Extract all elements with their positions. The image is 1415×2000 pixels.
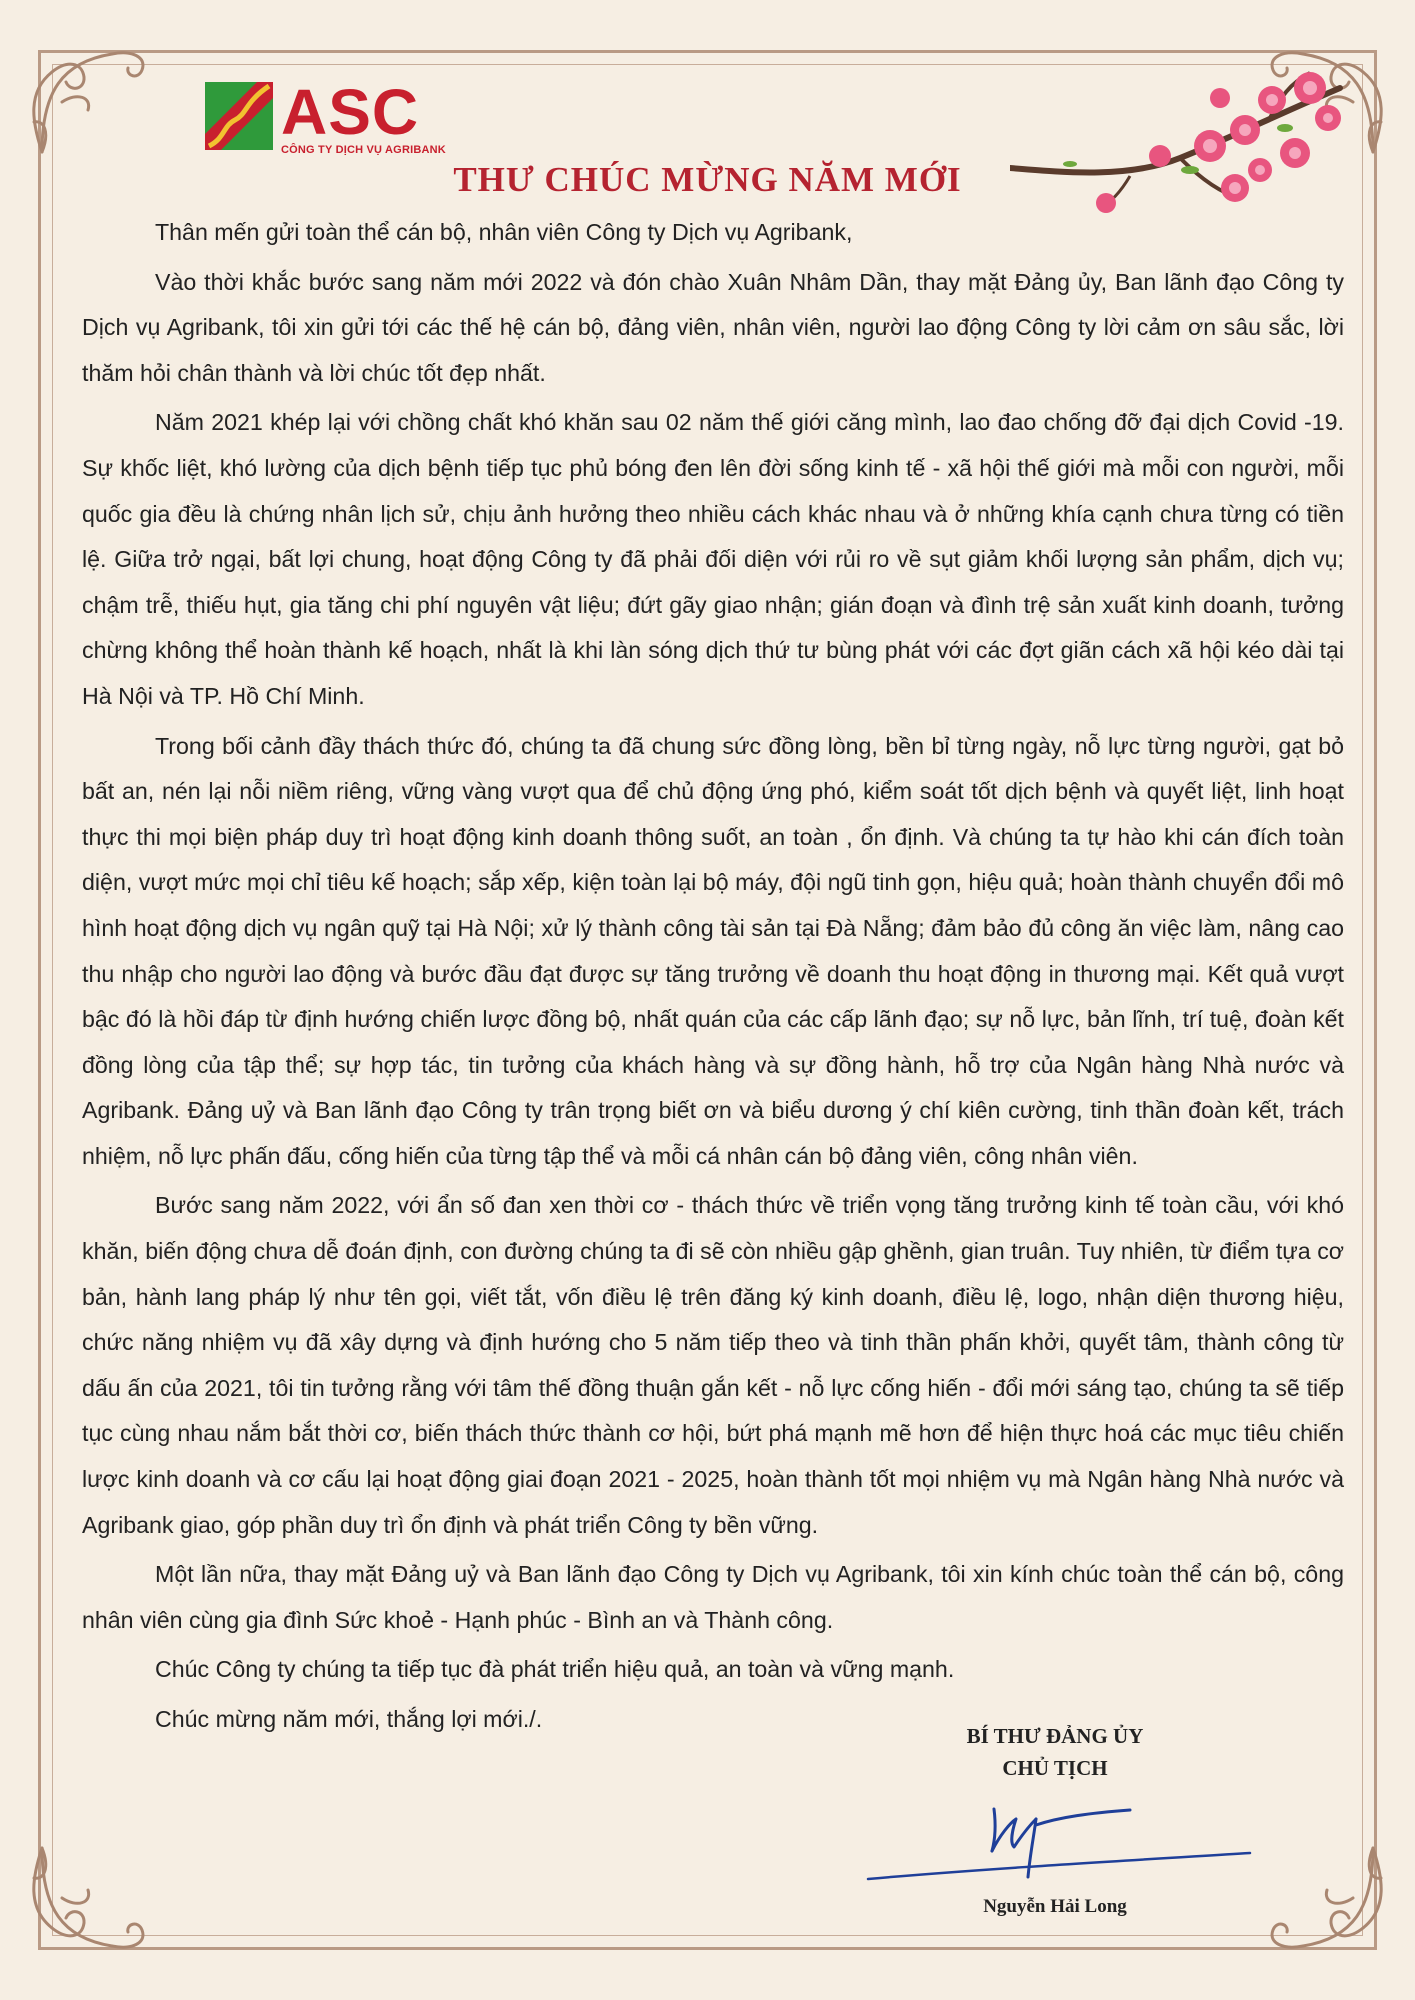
letter-body [82, 210, 1344, 1743]
handwritten-signature [860, 1795, 1260, 1895]
signatory-title [905, 1720, 1205, 1784]
company-logo [205, 76, 446, 156]
letter-paragraph: Trong bối cảnh đầy thách thức đó, chúng ta đã chung sức đồng lòng, bền bỉ từng ngày, nỗ lực từng người, gạt bỏ bất an, nén lại nỗi niềm riêng, vững vàng vượt qua để chủ động ứng phó, kiểm soát tốt dịch bệnh và quyết liệt, linh hoạt thực thi mọi biện pháp duy trì hoạt động kinh doanh thông suốt, an toàn , ổn định. Và chúng ta tự hào khi cán đích toàn diện, vượt mức mọi chỉ tiêu kế hoạch; sắp xếp, kiện toàn lại bộ máy, đội ngũ tinh gọn, hiệu quả; hoàn thành chuyển đổi mô hình hoạt động dịch vụ ngân quỹ tại Hà Nội; xử lý thành công tài sản tại Đà Nẵng; đảm bảo đủ công ăn việc làm, nâng cao thu nhập cho người lao động và bước đầu đạt được sự tăng trưởng về doanh thu hoạt động in thương mại. Kết quả vượt bậc đó là hồi đáp từ định hướng chiến lược đồng bộ, nhất quán của các cấp lãnh đạo; sự nỗ lực, bản lĩnh, trí tuệ, đoàn kết đồng lòng của tập thể; sự hợp tác, tin tưởng của khách hàng và sự đồng hành, hỗ trợ của Ngân hàng Nhà nước và Agribank. Đảng uỷ và Ban lãnh đạo Công ty trân trọng biết ơn và biểu dương ý chí kiên cường, tinh thần đoàn kết, trách nhiệm, nỗ lực phấn đấu, cống hiến của từng tập thể và mỗi cá nhân cán bộ đảng viên, công nhân viên. [82, 732, 1344, 1169]
logo-subtitle: CÔNG TY DỊCH VỤ AGRIBANK [281, 144, 446, 156]
letter-paragraph: Chúc mừng năm mới, thắng lợi mới./. [155, 1706, 543, 1732]
corner-ornament-icon [22, 1828, 162, 1968]
letter-paragraph: Bước sang năm 2022, với ẩn số đan xen thời cơ - thách thức về triển vọng tăng trưởng kinh tế toàn cầu, với khó khăn, biến động chưa dễ đoán định, con đường chúng ta đi sẽ còn nhiều gập ghềnh, gian truân. Tuy nhiên, từ điểm tựa cơ bản, hành lang pháp lý như tên gọi, viết tắt, vốn điều lệ trên đăng ký kinh doanh, điều lệ, logo, nhận diện thương hiệu, chức năng nhiệm vụ đã xây dựng và định hướng cho 5 năm tiếp theo và tinh thần phấn khởi, quyết tâm, thành công từ dấu ấn của 2021, tôi tin tưởng rằng với tâm thế đồng thuận gắn kết - nỗ lực cống hiến - đổi mới sáng tạo, chúng ta sẽ tiếp tục cùng nhau nắm bắt thời cơ, biến thách thức thành cơ hội, bứt phá mạnh mẽ hơn để hiện thực hoá các mục tiêu chiến lược kinh doanh và cơ cấu lại hoạt động giai đoạn 2021 - 2025, hoàn thành tốt mọi nhiệm vụ mà Ngân hàng Nhà nước và Agribank giao, góp phần duy trì ổn định và phát triển Công ty bền vững. [82, 1192, 1344, 1538]
signatory-title-line: BÍ THƯ ĐẢNG ỦY [966, 1724, 1144, 1748]
corner-ornament-icon [22, 32, 162, 172]
signatory-title-line: CHỦ TỊCH [1002, 1756, 1108, 1780]
letter-greeting: Thân mến gửi toàn thể cán bộ, nhân viên Công ty Dịch vụ Agribank, [155, 219, 853, 245]
letter-paragraph: Chúc Công ty chúng ta tiếp tục đà phát triển hiệu quả, an toàn và vững mạnh. [155, 1656, 955, 1683]
letter-paragraph: Một lần nữa, thay mặt Đảng uỷ và Ban lãnh đạo Công ty Dịch vụ Agribank, tôi xin kính chúc toàn thể cán bộ, công nhân viên cùng gia đình Sức khoẻ - Hạnh phúc - Bình an và Thành công. [82, 1561, 1344, 1633]
corner-ornament-icon [1253, 1828, 1393, 1968]
letter-paragraph: Năm 2021 khép lại với chồng chất khó khăn sau 02 năm thế giới căng mình, lao đao chống đỡ đại dịch Covid -19. Sự khốc liệt, khó lường của dịch bệnh tiếp tục phủ bóng đen lên đời sống kinh tế - xã hội thế giới mà mỗi con người, mỗi quốc gia đều là chứng nhân lịch sử, chịu ảnh hưởng theo nhiều cách khác nhau và ở những khía cạnh chưa từng có tiền lệ. Giữa trở ngại, bất lợi chung, hoạt động Công ty đã phải đối diện với rủi ro về sụt giảm khối lượng sản phẩm, dịch vụ; chậm trễ, thiếu hụt, gia tăng chi phí nguyên vật liệu; đứt gãy giao nhận; gián đoạn và đình trệ sản xuất kinh doanh, tưởng chừng không thể hoàn thành kế hoạch, nhất là khi làn sóng dịch thứ tư bùng phát với các đợt giãn cách xã hội kéo dài tại Hà Nội và TP. Hồ Chí Minh. [82, 409, 1344, 709]
letter-title: THƯ CHÚC MỪNG NĂM MỚI [453, 160, 962, 199]
signatory-name: Nguyễn Hải Long [983, 1896, 1127, 1917]
letter-paragraph: Vào thời khắc bước sang năm mới 2022 và đón chào Xuân Nhâm Dần, thay mặt Đảng ủy, Ban lãnh đạo Công ty Dịch vụ Agribank, tôi xin gửi tới các thế hệ cán bộ, đảng viên, nhân viên, người lao động Công ty lời cảm ơn sâu sắc, lời thăm hỏi chân thành và lời chúc tốt đẹp nhất. [82, 268, 1344, 386]
logo-name: ASC [281, 76, 420, 148]
asc-logo-icon [205, 82, 273, 150]
